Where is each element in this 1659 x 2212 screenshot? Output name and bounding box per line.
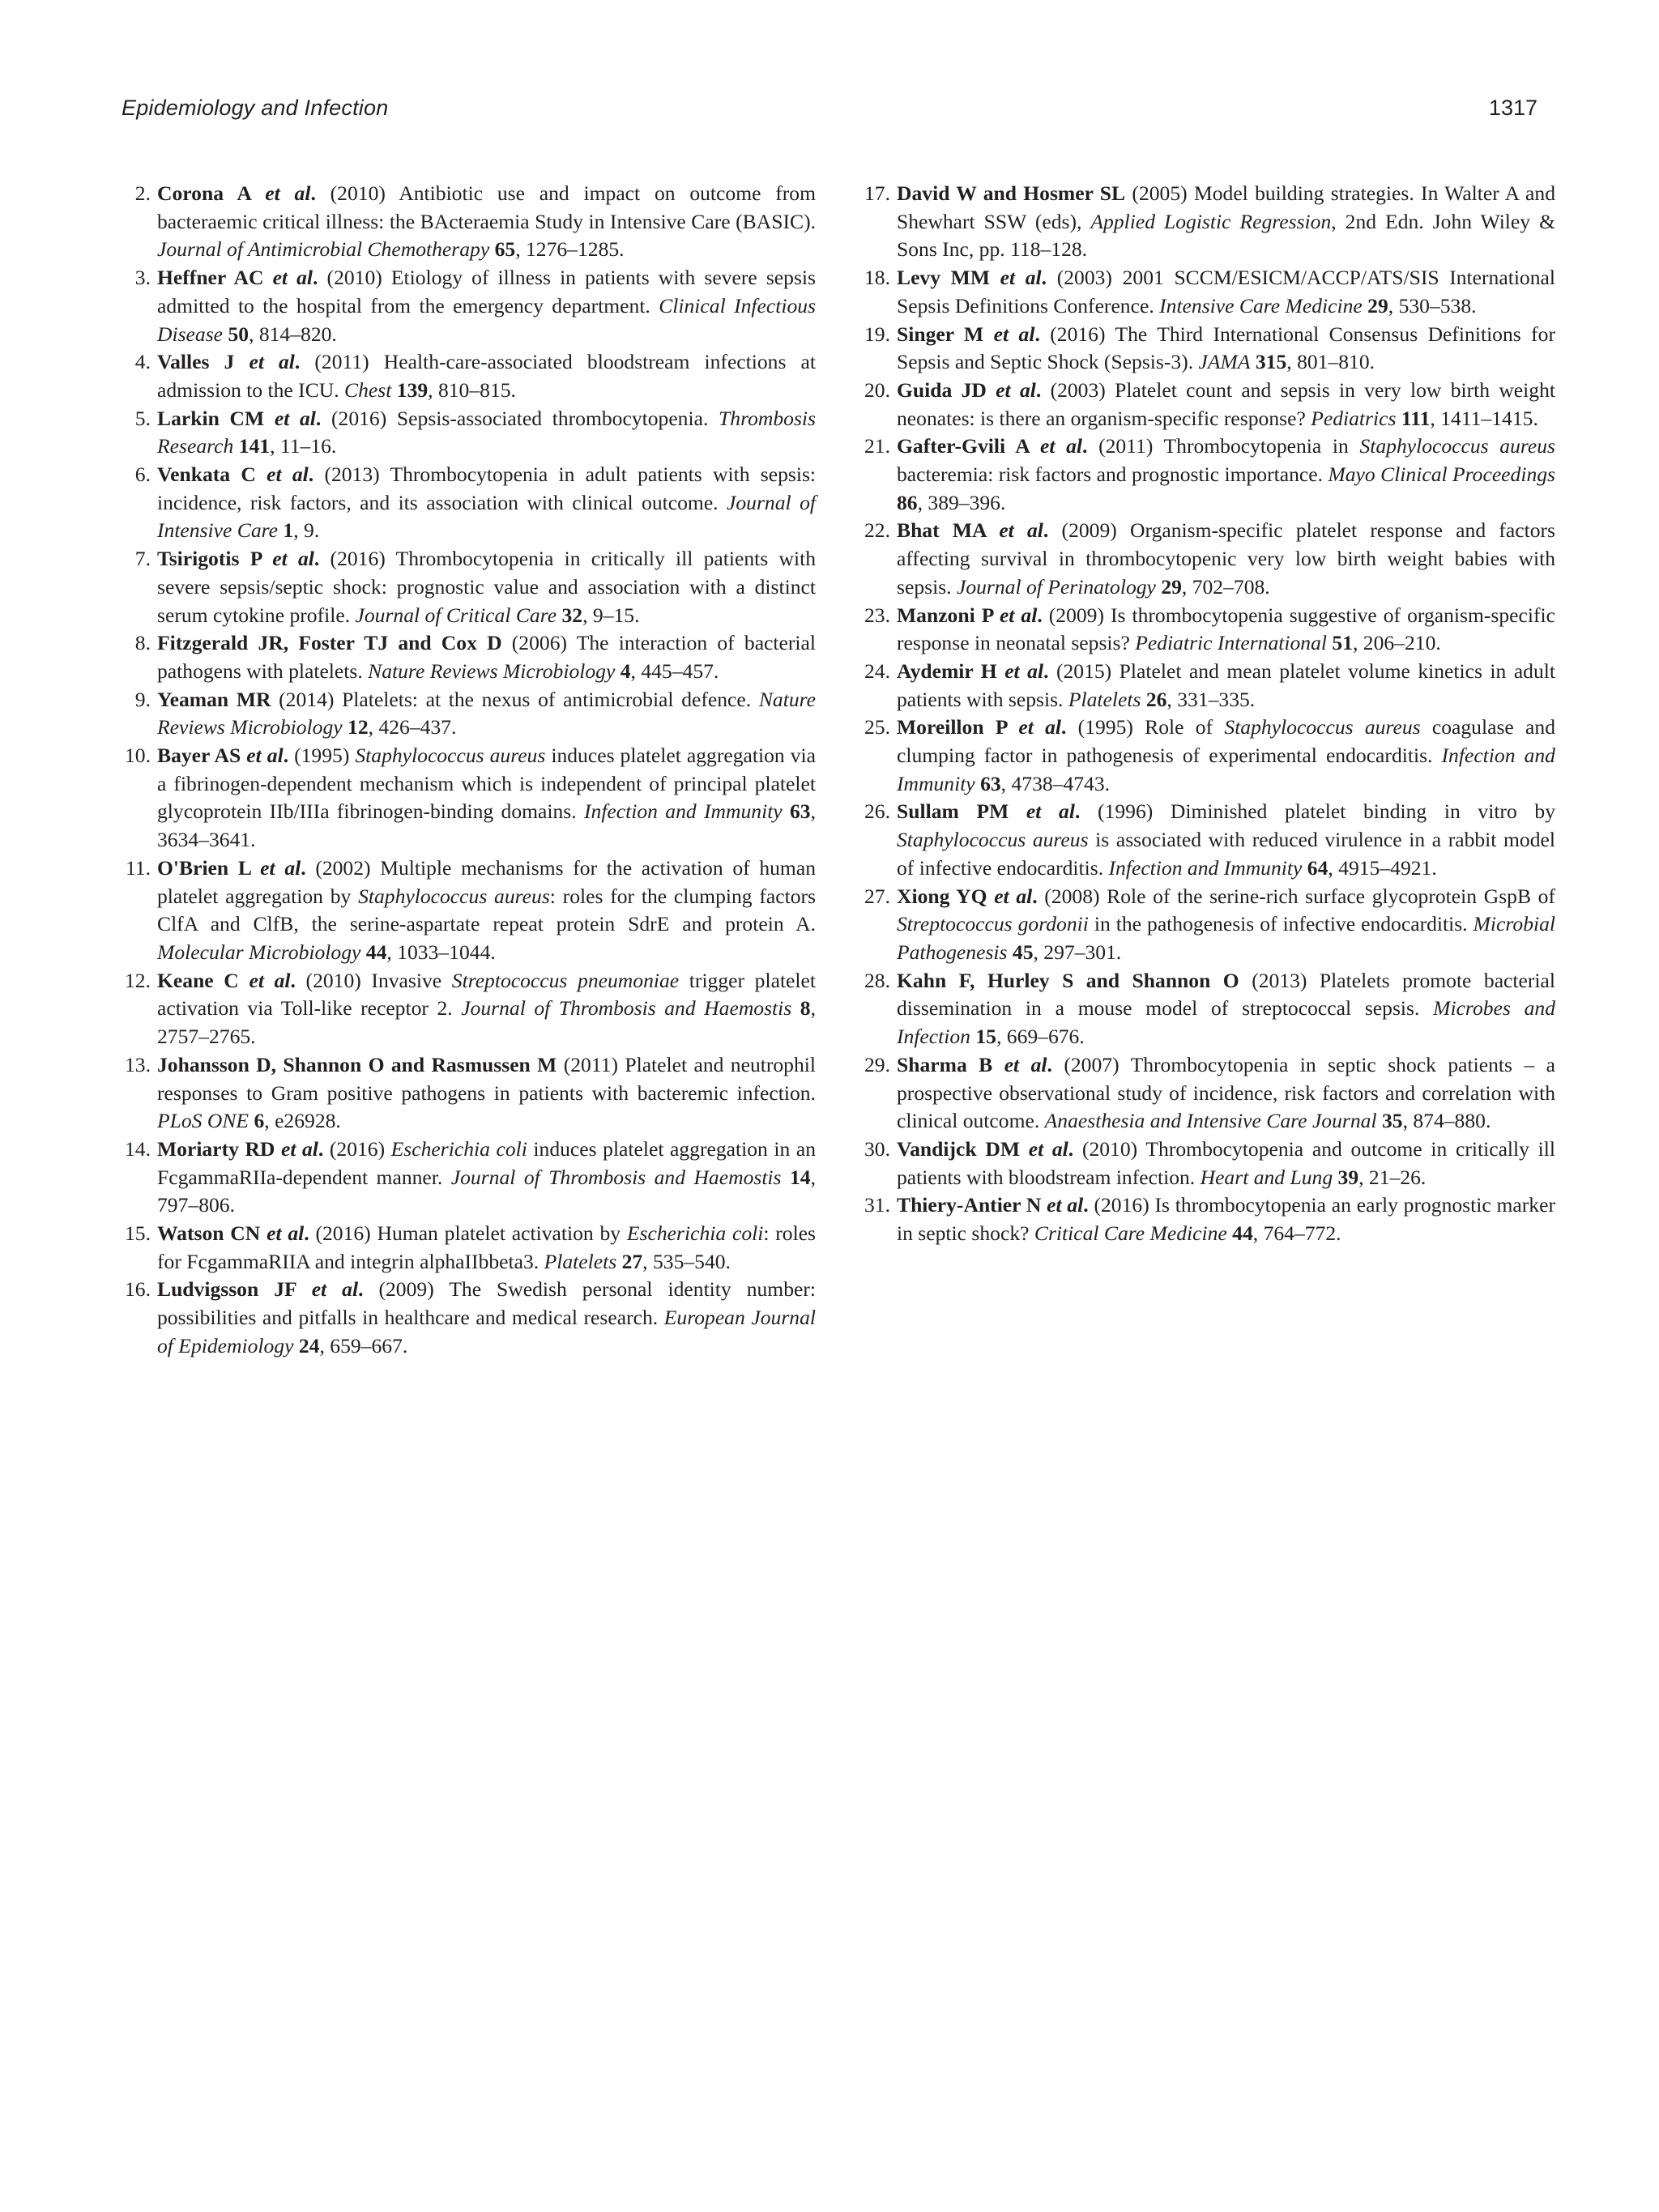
reference-text: O'Brien L et al. (2002) Multiple mechanisms for the activation of human platelet aggregation by Staphylococcus aureus: roles for the clumping factors ClfA and ClfB, the serine-aspartate repeat protein SdrE and protein A. Molecular Microbiology 44, 1033–1044. <box>157 855 816 964</box>
reference-item <box>861 321 1555 377</box>
reference-item <box>122 405 816 461</box>
reference-item <box>861 1191 1555 1247</box>
reference-number: 19. <box>864 322 890 346</box>
reference-item <box>861 264 1555 320</box>
reference-item <box>861 377 1555 433</box>
reference-text: Singer M et al. (2016) The Third International Consensus Definitions for Sepsis and Septic Shock (Sepsis-3). JAMA 315, 801–810. <box>897 322 1555 374</box>
reference-item <box>122 545 816 629</box>
reference-number: 3. <box>134 266 151 290</box>
reference-item <box>861 180 1555 264</box>
reference-item <box>122 686 816 742</box>
reference-item <box>122 180 816 264</box>
page-number: 1317 <box>1488 96 1537 120</box>
reference-item <box>861 967 1555 1051</box>
reference-number: 23. <box>864 603 890 627</box>
running-head <box>122 96 1537 128</box>
reference-item <box>861 883 1555 967</box>
reference-number: 27. <box>864 884 890 908</box>
reference-item <box>861 517 1555 601</box>
reference-item <box>122 629 816 685</box>
reference-number: 9. <box>134 687 151 711</box>
reference-number: 5. <box>134 406 151 430</box>
reference-text: David W and Hosmer SL (2005) Model building strategies. In Walter A and Shewhart SSW (eds), Applied Logistic Regression, 2nd Edn. John Wiley & Sons Inc, pp. 118–128. <box>897 181 1556 262</box>
reference-text: Thiery-Antier N et al. (2016) Is thrombocytopenia an early prognostic marker in septic shock? Critical Care Medicine 44, 764–772. <box>897 1193 1555 1246</box>
reference-text: Xiong YQ et al. (2008) Role of the serine-rich surface glycoprotein GspB of Streptococcus gordonii in the pathogenesis of infective endocarditis. Microbial Pathogenesis 45, 297–301. <box>897 884 1556 964</box>
reference-item <box>122 264 816 348</box>
reference-number: 4. <box>134 350 151 374</box>
reference-list-right-column <box>861 180 1555 1248</box>
reference-text: Keane C et al. (2010) Invasive Streptococcus pneumoniae trigger platelet activation via Toll-like receptor 2. Journal of Thrombosis and Haemostis 8, 2757–2765. <box>157 968 816 1049</box>
reference-item <box>122 967 816 1051</box>
reference-item <box>122 348 816 404</box>
reference-item <box>122 1051 816 1136</box>
reference-item <box>861 433 1555 517</box>
reference-text: Moriarty RD et al. (2016) Escherichia coli induces platelet aggregation in an FcgammaRIIa-dependent manner. Journal of Thrombosis and Haemostis 14, 797–806. <box>157 1136 816 1217</box>
reference-text: Bhat MA et al. (2009) Organism-specific platelet response and factors affecting survival in thrombocytopenic very low birth weight babies with sepsis. Journal of Perinatology 29, 702–708. <box>897 518 1555 599</box>
reference-text: Larkin CM et al. (2016) Sepsis-associated thrombocytopenia. Thrombosis Research 141, 11–16. <box>157 406 816 458</box>
reference-item <box>861 798 1555 882</box>
reference-number: 6. <box>134 462 151 487</box>
reference-item <box>122 1220 816 1276</box>
reference-text: Heffner AC et al. (2010) Etiology of illness in patients with severe sepsis admitted to the hospital from the emergency department. Clinical Infectious Disease 50, 814–820. <box>157 266 816 346</box>
reference-number: 17. <box>864 181 890 205</box>
reference-text: Johansson D, Shannon O and Rasmussen M (2011) Platelet and neutrophil responses to Gram positive pathogens in patients with bacteremic infection. PLoS ONE 6, e26928. <box>157 1052 817 1133</box>
reference-text: Yeaman MR (2014) Platelets: at the nexus of antimicrobial defence. Nature Reviews Microbiology 12, 426–437. <box>157 687 816 739</box>
reference-number: 7. <box>134 547 151 571</box>
reference-number: 11. <box>125 855 151 880</box>
reference-item <box>861 714 1555 798</box>
reference-item <box>122 461 816 545</box>
reference-number: 2. <box>134 181 151 205</box>
reference-text: Fitzgerald JR, Foster TJ and Cox D (2006) The interaction of bacterial pathogens with platelets. Nature Reviews Microbiology 4, 445–457. <box>157 631 816 683</box>
reference-text: Sullam PM et al. (1996) Diminished platelet binding in vitro by Staphylococcus aureus is associated with reduced virulence in a rabbit model of infective endocarditis. Infection and Immunity 64, 4915–4921. <box>897 799 1555 880</box>
reference-text: Vandijck DM et al. (2010) Thrombocytopenia and outcome in critically ill patients with bloodstream infection. Heart and Lung 39, 21–26. <box>897 1136 1555 1189</box>
reference-text: Sharma B et al. (2007) Thrombocytopenia in septic shock patients – a prospective observational study of incidence, risk factors and correlation with clinical outcome. Anaesthesia and Intensive Care Journal 35, 874–880. <box>897 1052 1556 1133</box>
reference-number: 25. <box>864 715 890 739</box>
reference-number: 31. <box>864 1193 890 1217</box>
reference-text: Valles J et al. (2011) Health-care-associated bloodstream infections at admission to the ICU. Chest 139, 810–815. <box>157 350 816 402</box>
reference-text: Bayer AS et al. (1995) Staphylococcus aureus induces platelet aggregation via a fibrinogen-dependent mechanism which is independent of principal platelet glycoprotein IIb/IIIa fibrinogen-binding domains. Infection and Immunity 63, 3634–3641. <box>157 744 816 852</box>
reference-list-left-column <box>122 180 816 1361</box>
reference-text: Tsirigotis P et al. (2016) Thrombocytopenia in critically ill patients with severe sepsis/septic shock: prognostic value and association with a distinct serum cytokine profile. Journal of Critical Care 32, 9–15. <box>157 547 816 627</box>
reference-text: Moreillon P et al. (1995) Role of Staphylococcus aureus coagulase and clumping factor in pathogenesis of experimental endocarditis. Infection and Immunity 63, 4738–4743. <box>897 715 1555 795</box>
reference-text: Kahn F, Hurley S and Shannon O (2013) Platelets promote bacterial dissemination in a mouse model of streptococcal sepsis. Microbes and Infection 15, 669–676. <box>897 968 1555 1049</box>
reference-number: 13. <box>125 1052 151 1076</box>
reference-number: 14. <box>125 1136 151 1161</box>
reference-text: Corona A et al. (2010) Antibiotic use and impact on outcome from bacteraemic critical illness: the BActeraemia Study in Intensive Care (BASIC). Journal of Antimicrobial Chemotherapy 65, 1276–1285. <box>157 181 817 262</box>
reference-number: 26. <box>864 799 890 824</box>
reference-number: 28. <box>864 968 890 992</box>
reference-item <box>861 1051 1555 1136</box>
reference-text: Gafter-Gvili A et al. (2011) Thrombocytopenia in Staphylococcus aureus bacteremia: risk factors and prognostic importance. Mayo Clinical Proceedings 86, 389–396. <box>897 434 1555 514</box>
reference-text: Guida JD et al. (2003) Platelet count and sepsis in very low birth weight neonates: is there an organism-specific response? Pediatrics 111, 1411–1415. <box>897 377 1555 430</box>
reference-text: Manzoni P et al. (2009) Is thrombocytopenia suggestive of organism-specific response in neonatal sepsis? Pediatric International 51, 206–210. <box>897 603 1555 655</box>
reference-item <box>122 855 816 967</box>
reference-text: Levy MM et al. (2003) 2001 SCCM/ESICM/ACCP/ATS/SIS International Sepsis Definitions Conference. Intensive Care Medicine 29, 530–538. <box>897 266 1555 318</box>
reference-item <box>861 602 1555 658</box>
reference-text: Venkata C et al. (2013) Thrombocytopenia in adult patients with sepsis: incidence, risk factors, and its association with clinical outcome. Journal of Intensive Care 1, 9. <box>157 462 817 543</box>
reference-text: Watson CN et al. (2016) Human platelet activation by Escherichia coli: roles for FcgammaRIIA and integrin alphaIIbbeta3. Platelets 27, 535–540. <box>157 1221 817 1273</box>
reference-number: 21. <box>864 434 890 458</box>
reference-number: 20. <box>864 377 890 402</box>
reference-number: 8. <box>134 631 151 655</box>
reference-item <box>122 1276 816 1360</box>
reference-number: 12. <box>125 968 151 992</box>
reference-number: 15. <box>125 1221 151 1246</box>
reference-text: Ludvigsson JF et al. (2009) The Swedish personal identity number: possibilities and pitfalls in healthcare and medical research. European Journal of Epidemiology 24, 659–667. <box>157 1277 816 1357</box>
reference-number: 24. <box>864 658 890 683</box>
reference-number: 29. <box>864 1052 890 1076</box>
reference-number: 16. <box>125 1277 151 1302</box>
reference-item <box>861 658 1555 714</box>
reference-item <box>122 1136 816 1220</box>
reference-number: 22. <box>864 518 890 543</box>
reference-number: 30. <box>864 1136 890 1161</box>
journal-name: Epidemiology and Infection <box>122 96 389 120</box>
reference-number: 18. <box>864 266 890 290</box>
reference-item <box>861 1136 1555 1191</box>
reference-number: 10. <box>125 744 151 768</box>
reference-item <box>122 742 816 855</box>
reference-text: Aydemir H et al. (2015) Platelet and mean platelet volume kinetics in adult patients with sepsis. Platelets 26, 331–335. <box>897 658 1555 711</box>
